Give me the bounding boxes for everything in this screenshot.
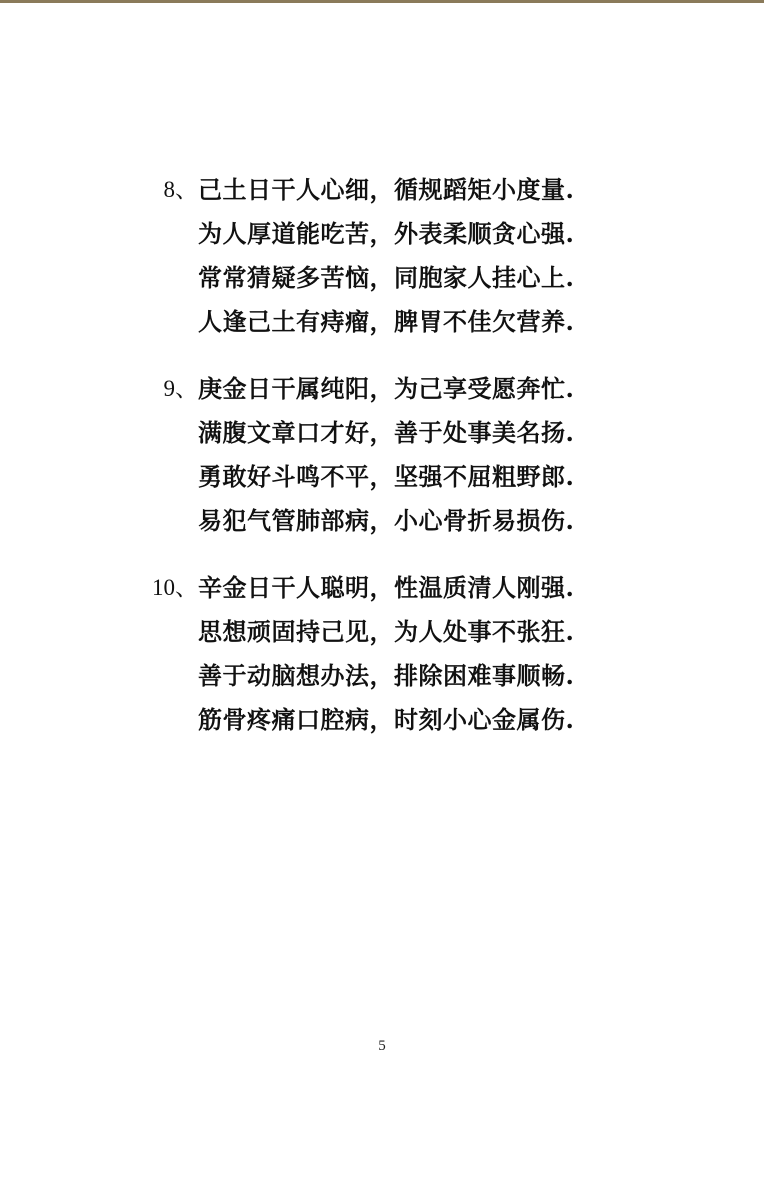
page-number: 5 bbox=[378, 1038, 386, 1054]
verse-list bbox=[0, 168, 764, 765]
verse-line bbox=[0, 212, 764, 256]
verse-line bbox=[0, 367, 764, 411]
stanza-9 bbox=[0, 367, 764, 543]
stanza-8 bbox=[0, 168, 764, 344]
verse-text: 筋骨疼痛口腔病，时刻小心金属伤. bbox=[198, 705, 575, 734]
verse-text: 易犯气管肺部病，小心骨折易损伤. bbox=[198, 506, 575, 535]
verse-text: 己土日干人心细，循规蹈矩小度量. bbox=[198, 175, 575, 204]
verse-line bbox=[0, 300, 764, 344]
verse-text: 满腹文章口才好，善于处事美名扬. bbox=[198, 418, 575, 447]
verse-line bbox=[0, 610, 764, 654]
verse-text: 思想顽固持己见，为人处事不张狂. bbox=[198, 617, 575, 646]
stanza-number: 10、 bbox=[152, 575, 198, 600]
verse-text: 庚金日干属纯阳，为己享受愿奔忙. bbox=[198, 374, 575, 403]
verse-line bbox=[0, 455, 764, 499]
verse-line bbox=[0, 654, 764, 698]
verse-text: 善于动脑想办法，排除困难事顺畅. bbox=[198, 661, 575, 690]
verse-line bbox=[0, 168, 764, 212]
verse-line bbox=[0, 411, 764, 455]
verse-line bbox=[0, 698, 764, 742]
verse-text: 辛金日干人聪明，性温质清人刚强. bbox=[198, 573, 575, 602]
verse-text: 人逢己土有痔瘤，脾胃不佳欠营养. bbox=[198, 307, 575, 336]
verse-text: 勇敢好斗鸣不平，坚强不屈粗野郎. bbox=[198, 462, 575, 491]
verse-line bbox=[0, 256, 764, 300]
verse-line bbox=[0, 566, 764, 610]
verse-text: 为人厚道能吃苦，外表柔顺贪心强. bbox=[198, 219, 575, 248]
stanza-10 bbox=[0, 566, 764, 742]
stanza-number: 9、 bbox=[163, 376, 198, 401]
stanza-number: 8、 bbox=[163, 177, 198, 202]
verse-line bbox=[0, 499, 764, 543]
top-border-rule bbox=[0, 0, 764, 3]
verse-text: 常常猜疑多苦恼，同胞家人挂心上. bbox=[198, 263, 575, 292]
